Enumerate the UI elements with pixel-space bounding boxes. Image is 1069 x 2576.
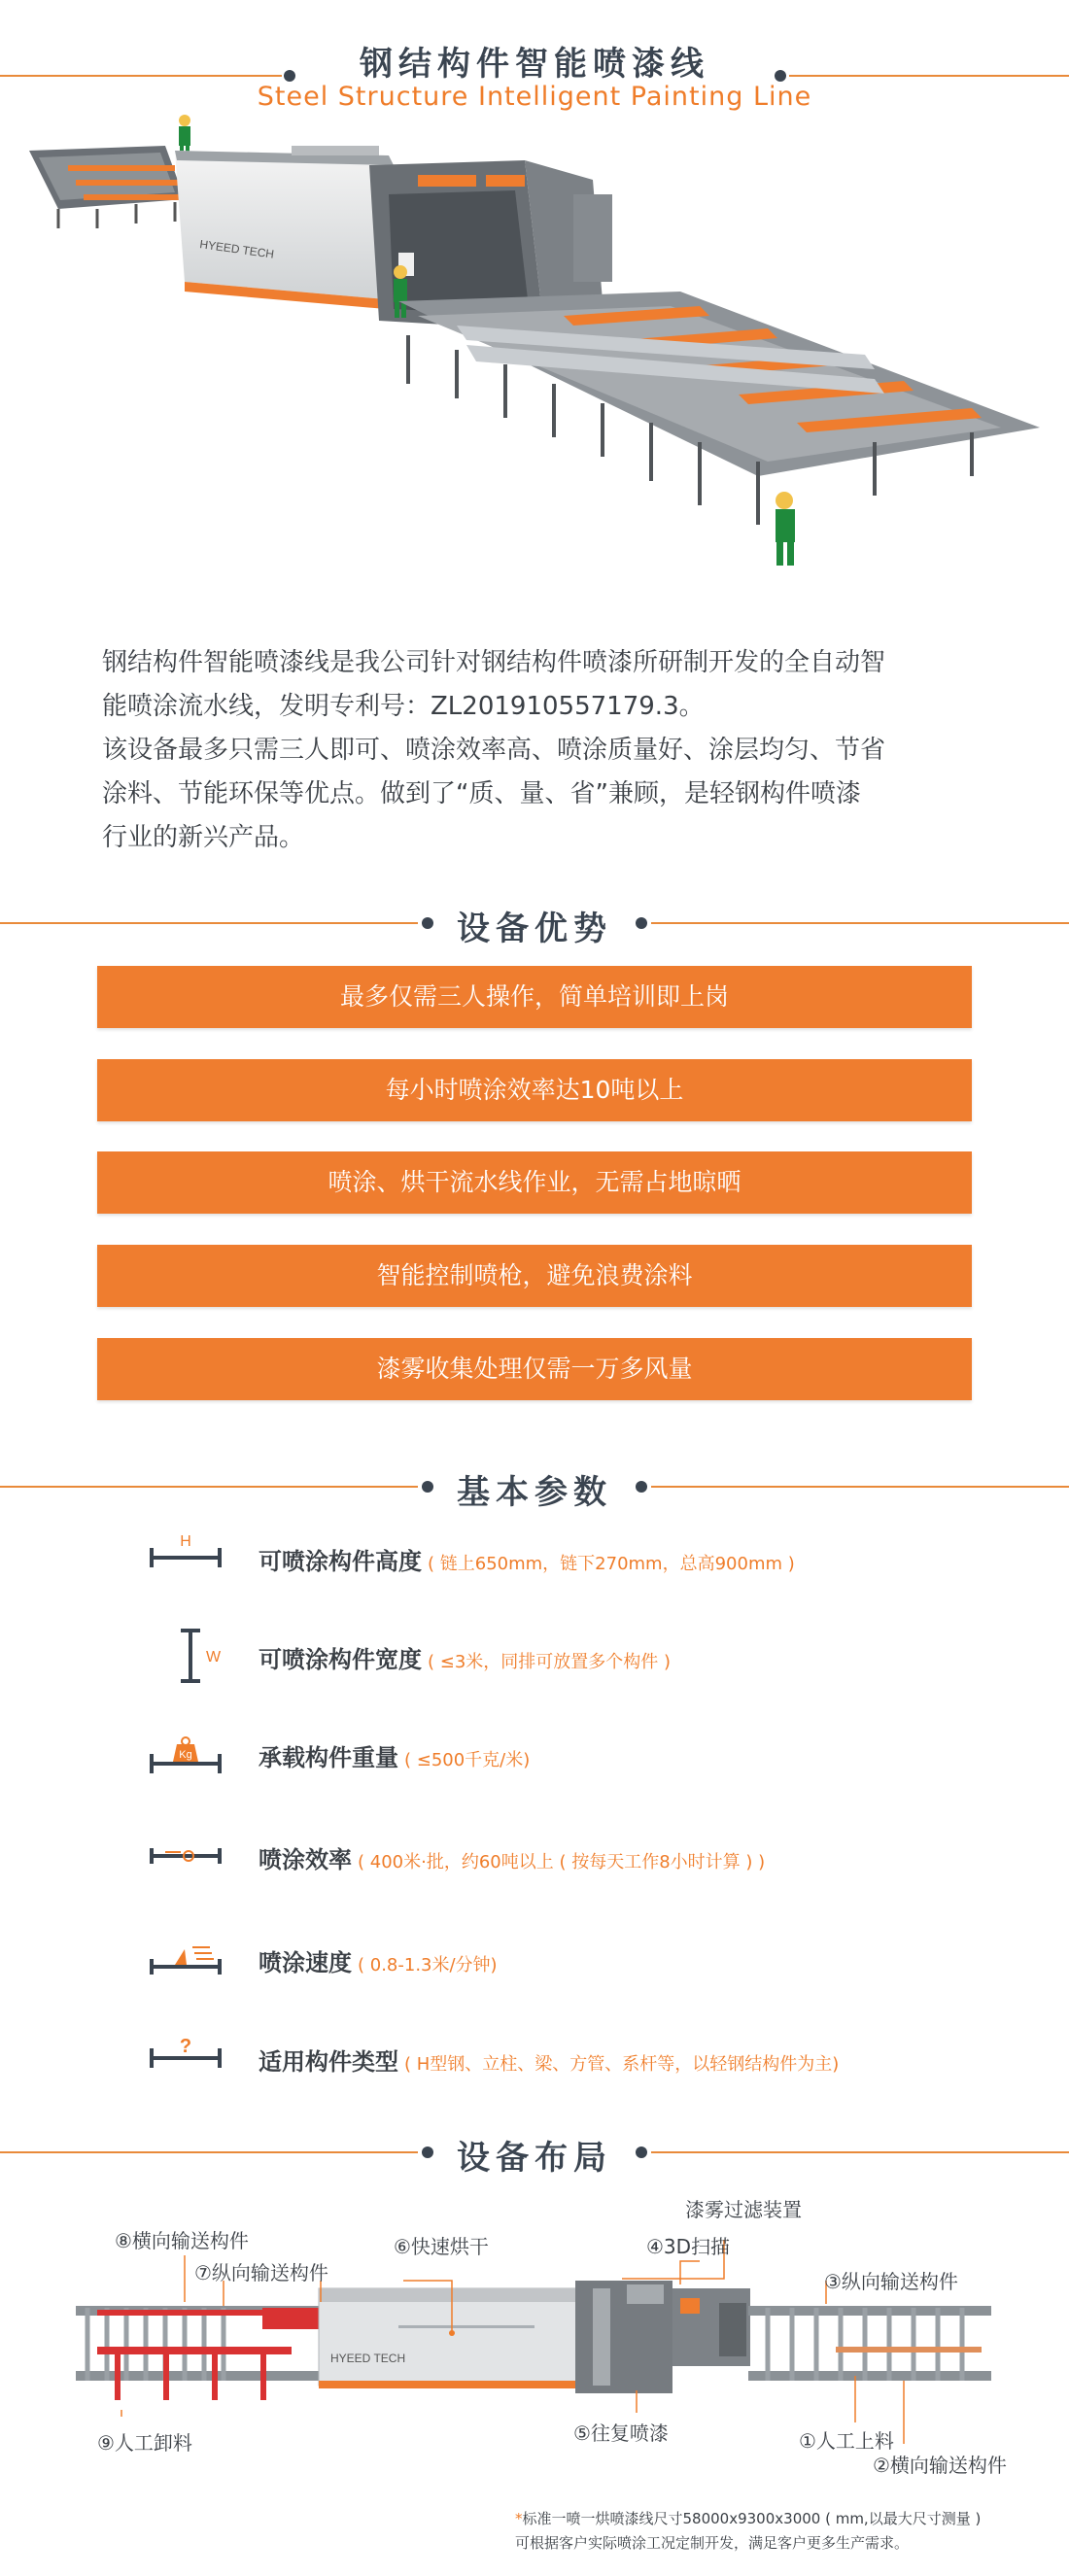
callout-filter: 漆雾过滤装置 bbox=[685, 2198, 802, 2221]
header-title-row bbox=[0, 27, 1069, 86]
callout-l8: ⑧横向输送构件 bbox=[115, 2229, 249, 2252]
callout-l1: ①人工上料 bbox=[799, 2429, 894, 2453]
advantage-item-3: 喷涂、烘干流水线作业，无需占地晾晒 bbox=[97, 1151, 972, 1214]
layout-title-row bbox=[0, 2123, 1069, 2181]
params-line-right bbox=[651, 1486, 1069, 1488]
layout-oven-brand: HYEED TECH bbox=[330, 2352, 406, 2365]
callout-l5: ⑤往复喷漆 bbox=[573, 2421, 669, 2445]
param-name: 适用构件类型 bbox=[259, 2048, 398, 2076]
intro-line-1: 钢结构件智能喷漆线是我公司针对钢结构件喷漆所研制开发的全自动智 bbox=[102, 648, 886, 677]
page-subtitle: Steel Structure Intelligent Painting Line bbox=[257, 82, 812, 112]
header-dot-right bbox=[775, 70, 786, 82]
param-detail: ( 0.8-1.3米/分钟) bbox=[358, 1955, 498, 1975]
layout-title: 设备布局 bbox=[457, 2139, 612, 2178]
callout-l9: ⑨人工卸料 bbox=[97, 2431, 192, 2455]
worker-figure-right bbox=[776, 492, 795, 566]
advantages-title-row bbox=[0, 894, 1069, 952]
param-name: 可喷涂构件高度 bbox=[259, 1548, 422, 1575]
height-icon bbox=[146, 1528, 225, 1587]
callout-l6: ⑥快速烘干 bbox=[394, 2235, 489, 2258]
advantages-dot-right bbox=[636, 917, 647, 929]
param-row-efficiency bbox=[146, 1827, 1020, 1885]
height-icon-text: H bbox=[180, 1533, 191, 1550]
param-label-speed bbox=[259, 1943, 498, 1977]
intro-line-4: 涂料、节能环保等优点。做到了“质、量、省”兼顾，是轻钢构件喷漆 bbox=[102, 779, 861, 808]
layout-footnote bbox=[515, 2507, 1040, 2556]
layout-right-conveyor bbox=[748, 2306, 991, 2381]
callout-l2: ②横向输送构件 bbox=[873, 2454, 1007, 2477]
footnote-line-1 bbox=[515, 2507, 1040, 2531]
oven-callout-dot bbox=[449, 2330, 455, 2336]
width-icon bbox=[146, 1627, 225, 1685]
param-name: 喷涂速度 bbox=[259, 1949, 352, 1976]
param-row-type bbox=[146, 2029, 1020, 2087]
left-conveyor bbox=[29, 146, 190, 228]
param-row-speed bbox=[146, 1930, 1020, 1988]
params-dot-right bbox=[636, 1481, 647, 1493]
param-row-height bbox=[146, 1528, 1020, 1587]
width-icon-text: W bbox=[206, 1649, 222, 1666]
right-conveyor bbox=[398, 292, 1040, 525]
param-label-width bbox=[259, 1640, 671, 1674]
param-detail: ( ≤3米，同排可放置多个构件 ) bbox=[428, 1652, 672, 1672]
param-detail: ( 链上650mm，链下270mm，总高900mm ) bbox=[428, 1554, 795, 1574]
callout-l4: ④3D扫描 bbox=[646, 2235, 731, 2258]
type-icon bbox=[146, 2029, 225, 2087]
param-name: 喷涂效率 bbox=[259, 1846, 352, 1873]
advantage-item-4: 智能控制喷枪，避免浪费涂料 bbox=[97, 1245, 972, 1307]
intro-line-2: 能喷涂流水线，发明专利号：ZL201910557179.3。 bbox=[102, 692, 705, 721]
weight-icon-text: Kg bbox=[179, 1749, 192, 1761]
footnote-text-2: 可根据客户实际喷涂工况定制开发，满足客户更多生产需求。 bbox=[515, 2534, 910, 2552]
callout-l3: ③纵向输送构件 bbox=[824, 2270, 958, 2293]
speed-icon bbox=[146, 1930, 225, 1988]
param-label-efficiency bbox=[259, 1840, 765, 1874]
param-row-weight bbox=[146, 1725, 1020, 1783]
header-line-right bbox=[789, 75, 1069, 77]
param-detail: ( 400米·批，约60吨以上 ( 按每天工作8小时计算 ) ) bbox=[358, 1852, 766, 1872]
param-name: 可喷涂构件宽度 bbox=[259, 1646, 422, 1673]
param-label-type bbox=[259, 2043, 839, 2077]
intro-line-5: 行业的新兴产品。 bbox=[102, 823, 305, 852]
type-icon-text: ? bbox=[179, 2036, 192, 2057]
layout-dot-right bbox=[636, 2147, 647, 2158]
params-title: 基本参数 bbox=[457, 1473, 612, 1512]
advantage-item-2: 每小时喷涂效率达10吨以上 bbox=[97, 1059, 972, 1121]
param-row-width bbox=[146, 1627, 1020, 1685]
advantage-item-5: 漆雾收集处理仅需一万多风量 bbox=[97, 1338, 972, 1400]
footnote-star: * bbox=[515, 2510, 523, 2527]
param-detail: ( ≤500千克/米) bbox=[404, 1750, 531, 1770]
callout-l7: ⑦纵向输送构件 bbox=[194, 2261, 328, 2284]
layout-line-right bbox=[651, 2151, 1069, 2153]
efficiency-icon bbox=[146, 1827, 225, 1885]
layout-left-conveyor bbox=[76, 2306, 328, 2400]
params-title-row bbox=[0, 1458, 1069, 1516]
layout-booth bbox=[575, 2281, 750, 2393]
param-label-weight bbox=[259, 1738, 530, 1772]
weight-icon bbox=[146, 1725, 225, 1783]
page-title: 钢结构件智能喷漆线 bbox=[360, 45, 709, 84]
param-label-height bbox=[259, 1542, 795, 1576]
param-name: 承载构件重量 bbox=[259, 1744, 398, 1771]
oven-brand-text: HYEED TECH bbox=[198, 237, 275, 261]
param-detail: ( H型钢、立柱、梁、方管、系杆等，以轻钢结构件为主) bbox=[404, 2054, 840, 2075]
footnote-text-1: 标准一喷一烘喷漆线尺寸58000x9300x3000 ( mm,以最大尺寸测量 ) bbox=[522, 2510, 982, 2527]
intro-paragraph bbox=[102, 641, 967, 860]
layout-oven bbox=[319, 2288, 583, 2388]
painting-line-illustration bbox=[0, 107, 1069, 612]
intro-line-3: 该设备最多只需三人即可、喷涂效率高、喷涂质量好、涂层均匀、节省 bbox=[102, 736, 886, 765]
advantages-line-right bbox=[651, 922, 1069, 924]
advantage-item-1: 最多仅需三人操作，简单培训即上岗 bbox=[97, 966, 972, 1028]
advantages-title: 设备优势 bbox=[457, 910, 612, 948]
